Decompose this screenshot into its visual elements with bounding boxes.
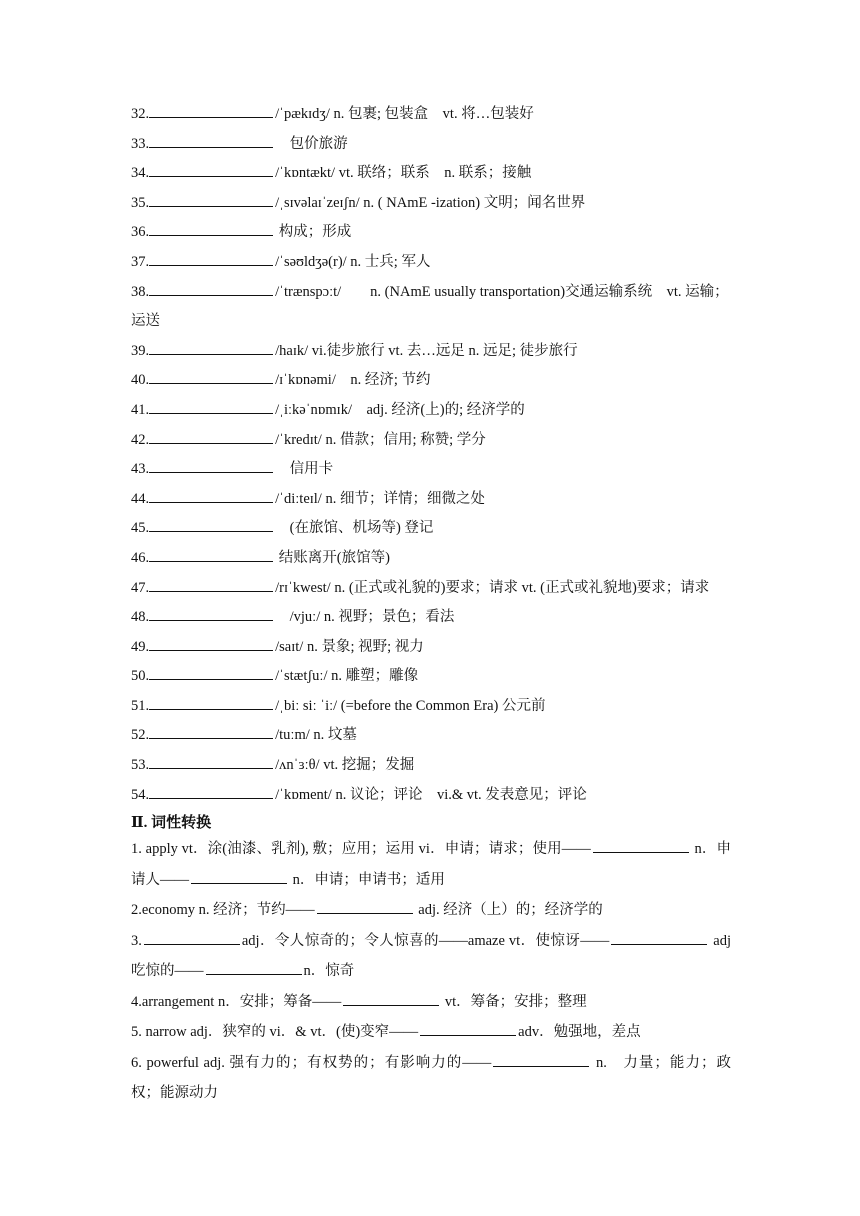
vocab-item — [131, 366, 731, 396]
vocab-list — [131, 100, 731, 810]
item-number: 34. — [131, 165, 150, 182]
item-definition: /ˈkɒment/ n. 议论；评论 vi.& vt. 发表意见；评论 — [275, 786, 587, 803]
item-definition: /haɪk/ vi.徒步旅行 vt. 去…远足 n. 远足; 徒步旅行 — [275, 342, 578, 359]
conversion-text: adj 吃惊的—— — [131, 932, 731, 979]
vocab-item — [131, 692, 731, 722]
item-definition: /ˈsəʊldʒə(r)/ n. 士兵; 军人 — [275, 253, 431, 270]
answer-blank[interactable] — [149, 221, 273, 236]
item-number: 50. — [131, 668, 150, 685]
answer-blank[interactable] — [149, 133, 273, 148]
item-definition: /ˈstætʃuː/ n. 雕塑；雕像 — [275, 668, 419, 685]
answer-blank[interactable] — [149, 665, 273, 680]
item-definition: /ˌbiː siː ˈiː/ (=before the Common Era) 公元前 — [275, 697, 546, 714]
answer-blank[interactable] — [149, 724, 273, 739]
item-number: 48. — [131, 609, 150, 626]
item-definition: /ˈkɒntækt/ vt. 联络；联系 n. 联系；接触 — [275, 165, 532, 182]
item-number: 51. — [131, 697, 150, 714]
vocab-item — [131, 751, 731, 781]
conversion-text: adj．令人惊奇的；令人惊喜的——amaze vt．使惊讶—— — [241, 932, 610, 949]
conversion-text: adj. 经济（上）的；经济学的 — [414, 902, 603, 918]
conversion-text: n．申请；申请书；适用 — [289, 871, 445, 888]
item-definition: /ʌnˈɜːθ/ vt. 挖掘；发掘 — [275, 757, 415, 774]
vocab-item — [131, 485, 731, 515]
item-number: 42. — [131, 431, 150, 448]
item-definition: 结账离开(旅馆等) — [275, 549, 390, 566]
vocab-item — [131, 544, 731, 574]
item-definition: /rɪˈkwest/ n. (正式或礼貌的)要求；请求 vt. (正式或礼貌地)要求；请求 — [275, 579, 710, 596]
conversion-item — [131, 834, 731, 895]
vocab-item — [131, 633, 731, 663]
item-number: 49. — [131, 638, 150, 655]
item-number: 54. — [131, 786, 150, 803]
conversion-text: 4.arrangement n．安排；筹备—— — [131, 993, 342, 1010]
answer-blank[interactable] — [149, 606, 273, 621]
answer-blank[interactable] — [149, 547, 273, 562]
answer-blank[interactable] — [343, 991, 439, 1006]
answer-blank[interactable] — [149, 458, 273, 473]
conversion-text: n. 力量；能力；政权；能源动力 — [131, 1054, 731, 1101]
item-definition: (在旅馆、机场等) 登记 — [275, 520, 434, 537]
conversion-item — [131, 1017, 731, 1048]
item-definition: /ɪˈkɒnəmi/ n. 经济; 节约 — [275, 372, 431, 389]
conversion-text: 1. apply vt．涂(油漆、乳剂), 敷；应用；运用 vi．申请；请求；使用—— — [131, 841, 591, 857]
item-number: 52. — [131, 727, 150, 744]
item-definition: /ˈtrænspɔːt/ n. (NAmE usually transportation)交通运输系统 vt. 运输；运送 — [131, 283, 729, 330]
conversion-text: 2.economy n. 经济；节约—— — [131, 902, 315, 918]
answer-blank[interactable] — [593, 838, 689, 853]
item-definition: /ˈdiːteɪl/ n. 细节；详情；细微之处 — [275, 490, 485, 507]
answer-blank[interactable] — [149, 103, 273, 118]
item-definition: /ˈpækɪdʒ/ n. 包裹; 包装盒 vt. 将…包装好 — [275, 106, 534, 122]
vocab-item — [131, 100, 731, 130]
vocab-item — [131, 218, 731, 248]
item-number: 44. — [131, 490, 150, 507]
answer-blank[interactable] — [149, 369, 273, 384]
section-title: Ⅱ. 词性转换 — [131, 815, 212, 831]
item-definition: /ˌsɪvəlaɪˈzeɪʃn/ n. ( NAmE -ization) 文明；闻名世界 — [275, 194, 586, 211]
conversion-text: 6. powerful adj. 强有力的；有权势的；有影响力的—— — [131, 1054, 492, 1071]
answer-blank[interactable] — [206, 960, 302, 975]
answer-blank[interactable] — [144, 930, 240, 945]
item-number: 35. — [131, 194, 150, 211]
item-number: 36. — [131, 224, 150, 241]
item-definition: /tuːm/ n. 坟墓 — [275, 727, 357, 744]
item-definition: 信用卡 — [275, 461, 334, 478]
answer-blank[interactable] — [191, 869, 287, 884]
conversion-item — [131, 895, 731, 926]
item-number: 43. — [131, 461, 150, 478]
item-definition: /ˈkredɪt/ n. 借款；信用; 称赞; 学分 — [275, 431, 486, 448]
item-number: 39. — [131, 342, 150, 359]
answer-blank[interactable] — [149, 784, 273, 799]
item-number: 40. — [131, 372, 150, 389]
conversion-text: n．申请人—— — [131, 841, 731, 888]
item-number: 53. — [131, 757, 150, 774]
item-number: 33. — [131, 135, 150, 152]
vocab-item — [131, 455, 731, 485]
answer-blank[interactable] — [149, 192, 273, 207]
answer-blank[interactable] — [149, 577, 273, 592]
vocab-item — [131, 337, 731, 367]
item-number: 37. — [131, 253, 150, 270]
conversion-item — [131, 987, 731, 1018]
answer-blank[interactable] — [420, 1021, 516, 1036]
vocab-item — [131, 248, 731, 278]
answer-blank[interactable] — [149, 488, 273, 503]
vocab-item — [131, 130, 731, 160]
answer-blank[interactable] — [149, 281, 273, 296]
conversion-item — [131, 926, 731, 987]
answer-blank[interactable] — [493, 1052, 589, 1067]
answer-blank[interactable] — [149, 695, 273, 710]
vocab-item — [131, 278, 731, 337]
vocab-item — [131, 721, 731, 751]
answer-blank[interactable] — [149, 251, 273, 266]
conversion-text: 5. narrow adj．狭窄的 vi．& vt．(使)变窄—— — [131, 1024, 419, 1040]
item-number: 46. — [131, 549, 150, 566]
item-definition: /saɪt/ n. 景象; 视野; 视力 — [275, 638, 424, 655]
answer-blank[interactable] — [317, 899, 413, 914]
vocab-item — [131, 574, 731, 604]
answer-blank[interactable] — [149, 162, 273, 177]
item-number: 32. — [131, 106, 150, 122]
vocab-item — [131, 514, 731, 544]
conversion-text: 3. — [131, 932, 142, 949]
item-definition: /vjuː/ n. 视野；景色；看法 — [275, 609, 455, 626]
answer-blank[interactable] — [149, 517, 273, 532]
conversion-text: vt．筹备；安排；整理 — [441, 993, 587, 1010]
vocab-item — [131, 159, 731, 189]
answer-blank[interactable] — [149, 636, 273, 651]
item-number: 38. — [131, 283, 150, 300]
answer-blank[interactable] — [611, 930, 707, 945]
vocab-item — [131, 603, 731, 633]
vocab-item — [131, 781, 731, 811]
answer-blank[interactable] — [149, 340, 273, 355]
vocab-item — [131, 396, 731, 426]
conversion-text: n．惊奇 — [303, 963, 355, 979]
item-number: 47. — [131, 579, 150, 596]
item-definition: 包价旅游 — [275, 135, 348, 152]
vocab-item — [131, 426, 731, 456]
vocab-item — [131, 662, 731, 692]
conversion-item — [131, 1048, 731, 1109]
item-definition: /ˌiːkəˈnɒmɪk/ adj. 经济(上)的; 经济学的 — [275, 401, 525, 418]
answer-blank[interactable] — [149, 754, 273, 769]
answer-blank[interactable] — [149, 399, 273, 414]
conversion-text: adv．勉强地，差点 — [518, 1024, 641, 1040]
item-number: 41. — [131, 401, 150, 418]
answer-blank[interactable] — [149, 429, 273, 444]
item-definition: 构成；形成 — [275, 224, 352, 241]
vocab-item — [131, 189, 731, 219]
item-number: 45. — [131, 520, 150, 537]
conversion-list — [131, 834, 731, 1109]
